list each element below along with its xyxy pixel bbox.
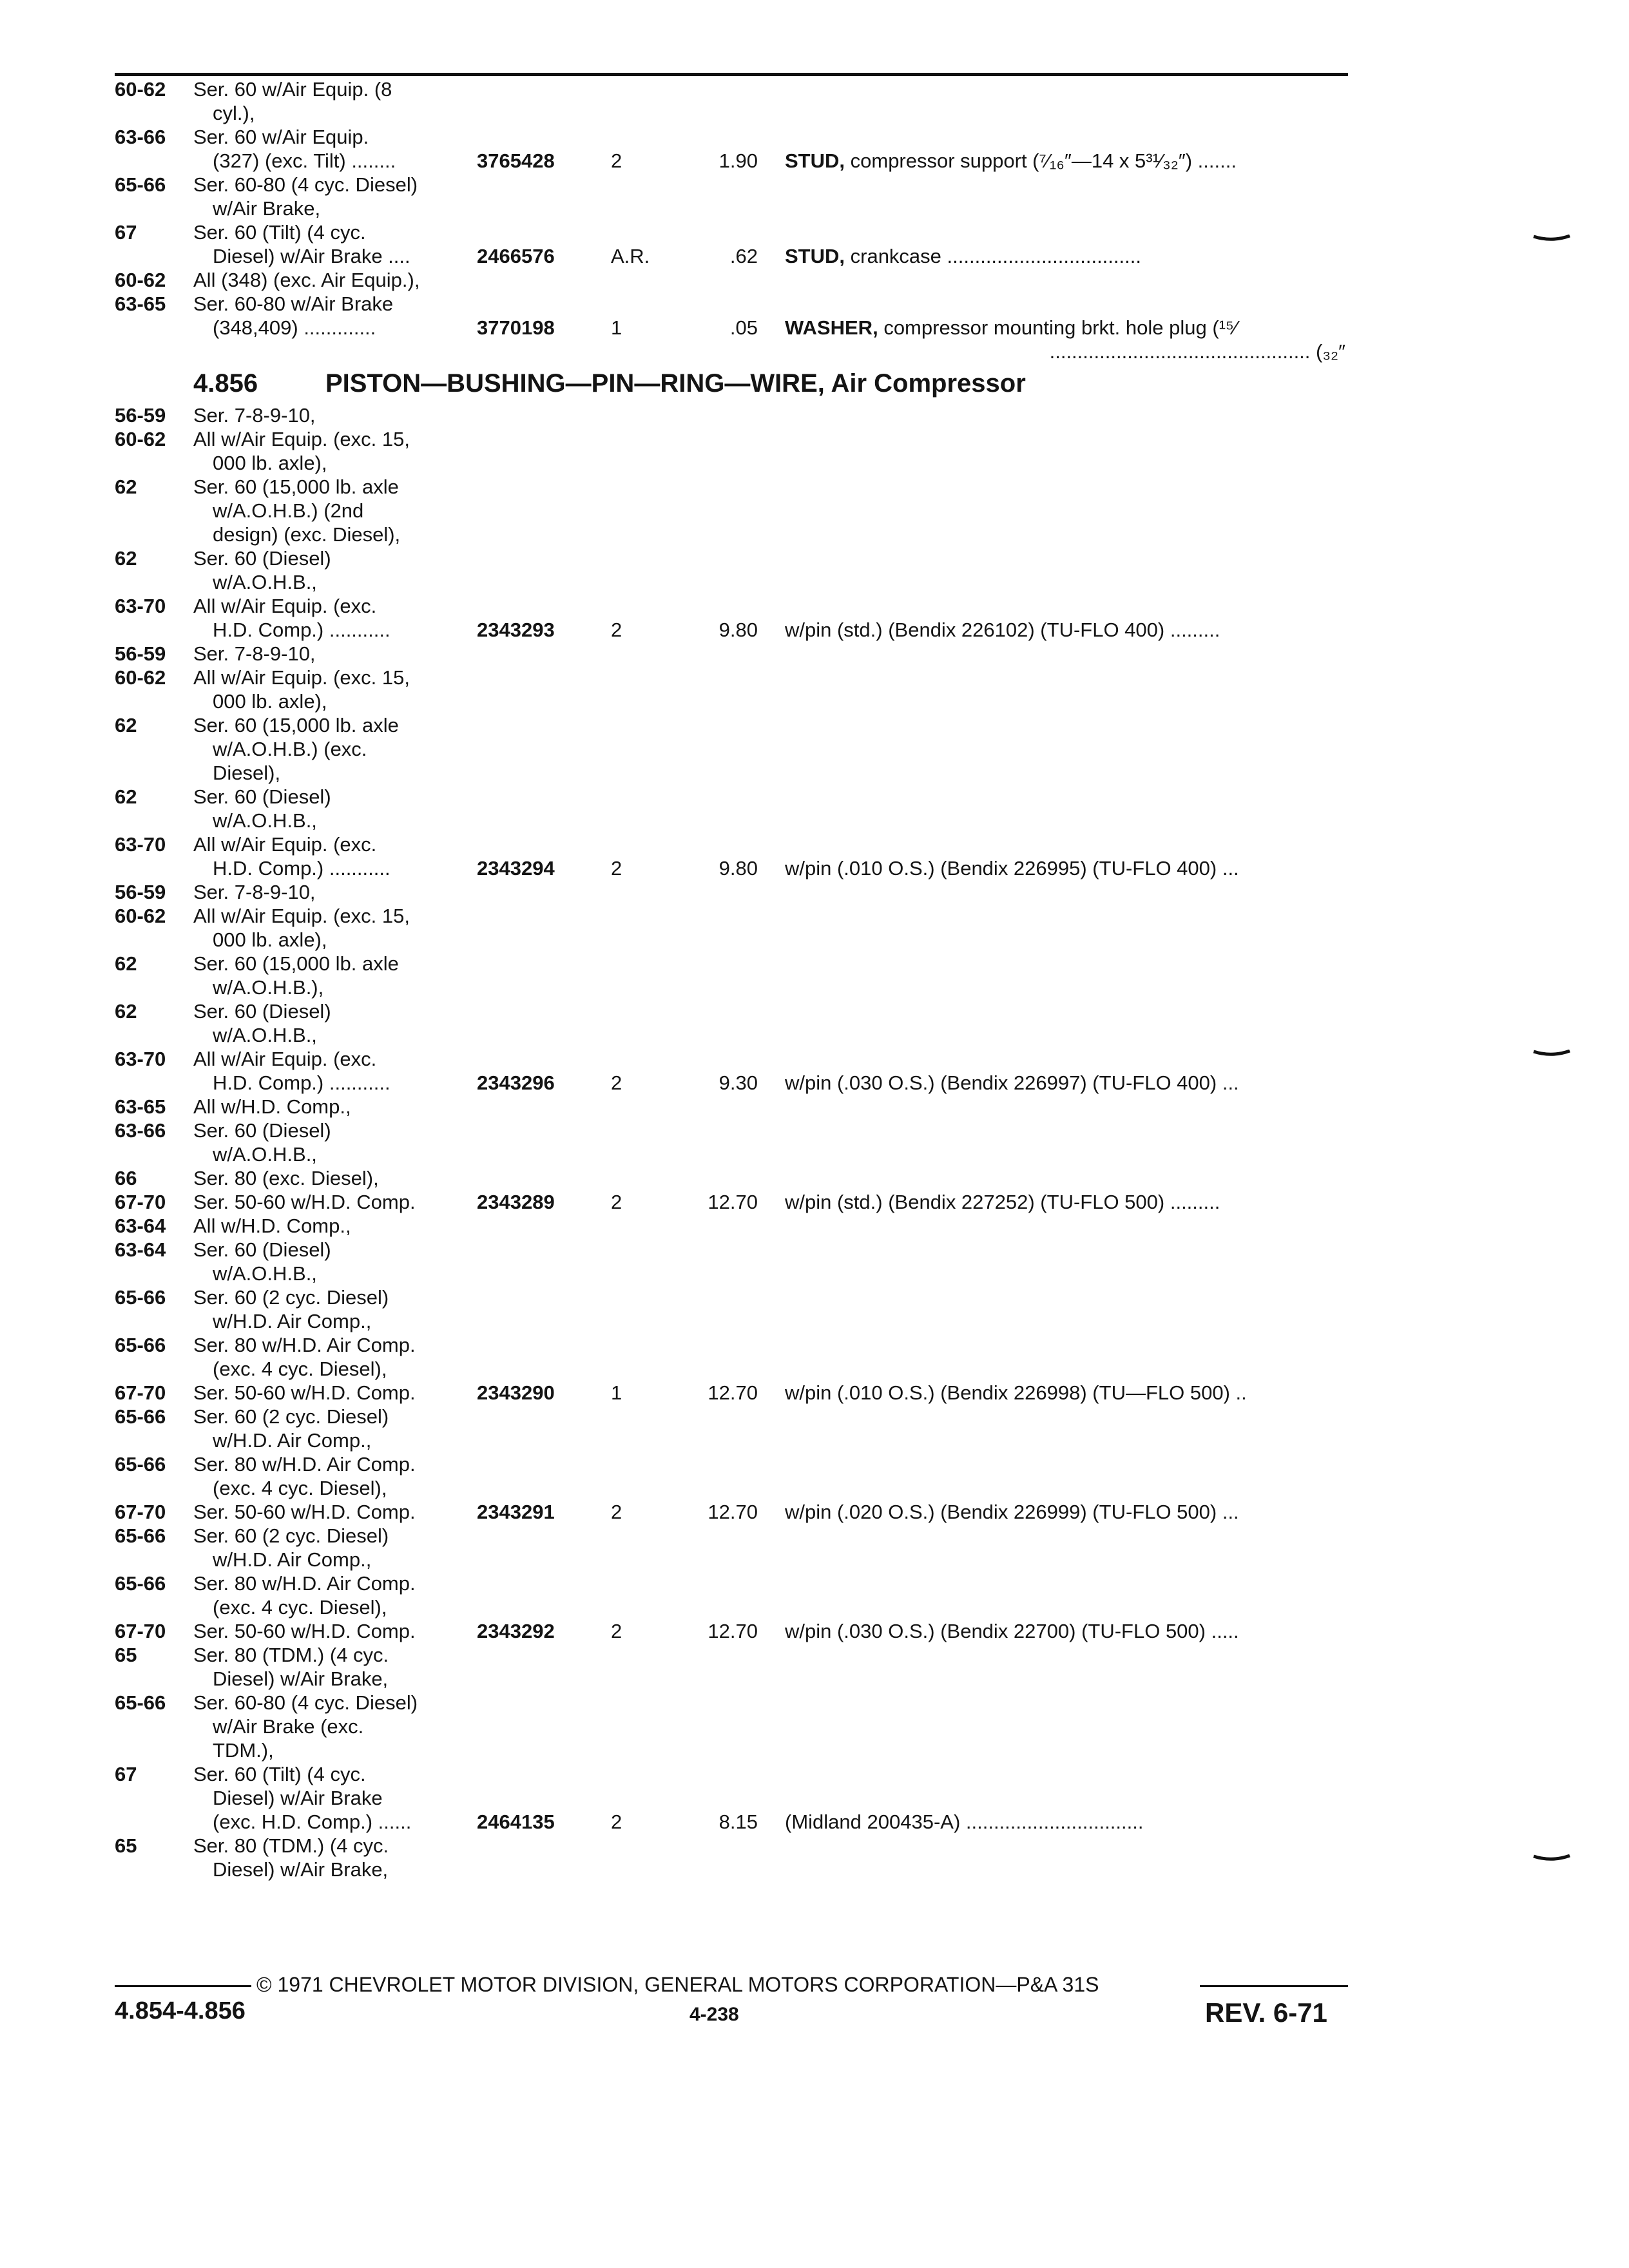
model-years: 67-70 <box>115 1191 166 1213</box>
price: 12.70 <box>708 1620 758 1642</box>
application-text: w/A.O.H.B.) (exc. <box>213 738 367 760</box>
model-years: 63-70 <box>115 1048 166 1070</box>
application-text: w/Air Brake, <box>213 197 321 220</box>
footer-rule-right <box>1200 1985 1348 1987</box>
catalog-line <box>0 570 1629 594</box>
application-text: Ser. 60 (Tilt) (4 cyc. <box>193 221 366 244</box>
model-years: 65-66 <box>115 1405 166 1428</box>
application-text: Ser. 7-8-9-10, <box>193 642 316 665</box>
catalog-line <box>0 1405 1629 1428</box>
part-number: 2343296 <box>477 1072 555 1094</box>
catalog-line <box>0 340 1629 363</box>
catalog-line <box>0 1738 1629 1762</box>
model-years: 63-65 <box>115 293 166 315</box>
catalog-line <box>0 832 1629 856</box>
margin-punch-mark <box>1532 235 1571 241</box>
part-number: 2343291 <box>477 1501 555 1523</box>
model-years: 65-66 <box>115 1286 166 1309</box>
application-text: All w/H.D. Comp., <box>193 1215 351 1237</box>
model-years: 67 <box>115 221 137 244</box>
catalog-line <box>0 197 1629 220</box>
part-description <box>785 1190 1220 1214</box>
description-text: (Midland 200435-A) ................................ <box>785 1811 1144 1833</box>
catalog-line <box>0 1047 1629 1071</box>
catalog-entry-line <box>0 1381 1629 1405</box>
catalog-line <box>0 77 1629 101</box>
application-text: Diesel), <box>213 762 281 784</box>
catalog-line <box>0 1452 1629 1476</box>
application-text: w/A.O.H.B.), <box>213 976 324 999</box>
application-text: Ser. 80 w/H.D. Air Comp. <box>193 1453 416 1475</box>
price: 12.70 <box>708 1501 758 1523</box>
margin-punch-mark <box>1532 1050 1571 1056</box>
application-text: All w/Air Equip. (exc. 15, <box>193 905 410 927</box>
catalog-line <box>0 125 1629 149</box>
application-text: (348,409) ............. <box>213 316 376 339</box>
catalog-line <box>0 475 1629 499</box>
model-years: 65-66 <box>115 1691 166 1714</box>
application-text: (327) (exc. Tilt) ........ <box>213 149 396 172</box>
application-text: Ser. 7-8-9-10, <box>193 404 316 427</box>
application-text: Ser. 80 (exc. Diesel), <box>193 1167 379 1189</box>
catalog-entry-line <box>0 1619 1629 1643</box>
part-number: 2343289 <box>477 1191 555 1213</box>
section-number: 4.856 <box>193 369 258 398</box>
application-text: Diesel) w/Air Brake, <box>213 1667 389 1690</box>
catalog-line <box>0 1476 1629 1500</box>
quantity: 2 <box>611 1501 622 1523</box>
quantity: 1 <box>611 1381 622 1404</box>
application-text: Ser. 60 (15,000 lb. axle <box>193 714 399 736</box>
application-text: Ser. 7-8-9-10, <box>193 881 316 903</box>
part-description <box>785 856 1239 880</box>
model-years: 60-62 <box>115 269 166 291</box>
application-text: Ser. 60 (Diesel) <box>193 1119 331 1142</box>
catalog-line <box>0 1095 1629 1119</box>
catalog-line <box>0 737 1629 761</box>
model-years: 67-70 <box>115 1381 166 1404</box>
part-description <box>785 1619 1239 1643</box>
description-text: crankcase ................................... <box>850 245 1141 267</box>
application-text: Diesel) w/Air Brake, <box>213 1858 389 1881</box>
application-text: H.D. Comp.) ........... <box>213 619 390 641</box>
application-text: Ser. 60 (Tilt) (4 cyc. <box>193 1763 366 1785</box>
catalog-line <box>0 173 1629 197</box>
application-text: Ser. 80 w/H.D. Air Comp. <box>193 1334 416 1356</box>
application-text: Ser. 60-80 (4 cyc. Diesel) <box>193 173 418 196</box>
quantity: 2 <box>611 1811 622 1833</box>
application-text: 000 lb. axle), <box>213 928 327 951</box>
part-name: STUD, <box>785 149 845 172</box>
parts-catalog-listing <box>0 77 1629 1881</box>
application-text: Ser. 60 (Diesel) <box>193 547 331 570</box>
application-text: w/H.D. Air Comp., <box>213 1310 372 1332</box>
price: 1.90 <box>718 149 758 172</box>
model-years: 67-70 <box>115 1620 166 1642</box>
part-number: 2343294 <box>477 857 555 879</box>
quantity: 1 <box>611 316 622 339</box>
catalog-line <box>0 594 1629 618</box>
model-years: 65-66 <box>115 1453 166 1475</box>
model-years: 65 <box>115 1834 137 1857</box>
application-text: (exc. 4 cyc. Diesel), <box>213 1596 387 1619</box>
quantity: 2 <box>611 1072 622 1094</box>
catalog-line <box>0 101 1629 125</box>
catalog-line <box>0 689 1629 713</box>
application-text: cyl.), <box>213 102 255 124</box>
quantity: 2 <box>611 1191 622 1213</box>
application-text: Ser. 60 (Diesel) <box>193 1000 331 1023</box>
model-years: 62 <box>115 714 137 736</box>
application-text: All (348) (exc. Air Equip.), <box>193 269 420 291</box>
model-years: 67 <box>115 1763 137 1785</box>
application-text: All w/Air Equip. (exc. <box>193 595 377 617</box>
model-years: 63-64 <box>115 1238 166 1261</box>
catalog-entry-line <box>0 618 1629 642</box>
part-description <box>785 149 1237 173</box>
application-text: Diesel) w/Air Brake <box>213 1787 383 1809</box>
catalog-line <box>0 1023 1629 1047</box>
catalog-line <box>0 785 1629 809</box>
part-number: 2466576 <box>477 245 555 267</box>
application-text: Ser. 60 (2 cyc. Diesel) <box>193 1405 389 1428</box>
price: 9.80 <box>718 857 758 879</box>
catalog-line <box>0 1524 1629 1548</box>
application-text: Ser. 60 w/Air Equip. <box>193 126 369 148</box>
catalog-line <box>0 1571 1629 1595</box>
catalog-line <box>0 1858 1629 1881</box>
catalog-line <box>0 1214 1629 1238</box>
part-description <box>785 618 1220 642</box>
model-years: 56-59 <box>115 881 166 903</box>
quantity: 2 <box>611 1620 622 1642</box>
model-years: 63-66 <box>115 1119 166 1142</box>
catalog-entry-line <box>0 1190 1629 1214</box>
price: 12.70 <box>708 1191 758 1213</box>
catalog-line <box>0 928 1629 952</box>
model-years: 56-59 <box>115 404 166 427</box>
description-text: compressor support (⁷⁄₁₆″—14 x 5³¹⁄₃₂″) ....... <box>850 149 1237 172</box>
application-text: Ser. 60-80 w/Air Brake <box>193 293 394 315</box>
catalog-line <box>0 546 1629 570</box>
model-years: 60-62 <box>115 78 166 101</box>
catalog-line <box>0 1762 1629 1786</box>
price: .05 <box>729 316 758 339</box>
application-text: w/A.O.H.B., <box>213 1024 317 1046</box>
application-text: (exc. 4 cyc. Diesel), <box>213 1358 387 1380</box>
application-text: Diesel) w/Air Brake .... <box>213 245 410 267</box>
catalog-line <box>0 1262 1629 1285</box>
application-text: All w/Air Equip. (exc. <box>193 833 377 856</box>
catalog-line <box>0 952 1629 975</box>
application-text: H.D. Comp.) ........... <box>213 1072 390 1094</box>
catalog-entry-line <box>0 856 1629 880</box>
catalog-line <box>0 1238 1629 1262</box>
price: 8.15 <box>718 1811 758 1833</box>
model-years: 67-70 <box>115 1501 166 1523</box>
application-text: w/Air Brake (exc. <box>213 1715 364 1738</box>
part-description <box>785 1071 1239 1095</box>
part-name: WASHER, <box>785 316 878 339</box>
model-years: 62 <box>115 785 137 808</box>
part-number: 3765428 <box>477 149 555 172</box>
model-years: 65-66 <box>115 1572 166 1595</box>
footer-section-range: 4.854-4.856 <box>115 1997 246 2024</box>
application-text: Ser. 60 (Diesel) <box>193 785 331 808</box>
application-text: Ser. 60 (2 cyc. Diesel) <box>193 1524 389 1547</box>
application-text: w/A.O.H.B., <box>213 809 317 832</box>
description-continuation <box>830 340 1345 363</box>
catalog-line <box>0 975 1629 999</box>
continuation-text: ₃₂″) ............................................... <box>1049 340 1345 363</box>
catalog-line <box>0 999 1629 1023</box>
catalog-line <box>0 1333 1629 1357</box>
footer-rule-left <box>115 1985 251 1987</box>
model-years: 63-65 <box>115 1095 166 1118</box>
description-text: w/pin (.030 O.S.) (Bendix 22700) (TU-FLO 500) ..... <box>785 1620 1239 1642</box>
catalog-line <box>0 666 1629 689</box>
catalog-line <box>0 642 1629 666</box>
part-description <box>785 1381 1247 1405</box>
catalog-entry-line <box>0 1810 1629 1834</box>
application-text: Ser. 50-60 w/H.D. Comp. <box>193 1501 416 1523</box>
part-description <box>785 1500 1239 1524</box>
catalog-line <box>0 809 1629 832</box>
quantity: 2 <box>611 149 622 172</box>
application-text: w/A.O.H.B., <box>213 1143 317 1166</box>
catalog-line <box>0 1357 1629 1381</box>
model-years: 63-70 <box>115 595 166 617</box>
model-years: 62 <box>115 547 137 570</box>
catalog-entry-line <box>0 316 1629 340</box>
part-number: 3770198 <box>477 316 555 339</box>
top-rule <box>115 73 1348 76</box>
model-years: 62 <box>115 476 137 498</box>
catalog-line <box>0 1428 1629 1452</box>
application-text: Ser. 50-60 w/H.D. Comp. <box>193 1381 416 1404</box>
catalog-line <box>0 1285 1629 1309</box>
model-years: 65-66 <box>115 1334 166 1356</box>
catalog-line <box>0 713 1629 737</box>
application-text: Ser. 60 (15,000 lb. axle <box>193 476 399 498</box>
catalog-entry-line <box>0 1500 1629 1524</box>
part-description <box>785 1810 1144 1834</box>
catalog-line <box>0 220 1629 244</box>
part-name: STUD, <box>785 245 845 267</box>
application-text: All w/H.D. Comp., <box>193 1095 351 1118</box>
application-text: Ser. 80 w/H.D. Air Comp. <box>193 1572 416 1595</box>
application-text: 000 lb. axle), <box>213 452 327 474</box>
catalog-line <box>0 1309 1629 1333</box>
application-text: w/H.D. Air Comp., <box>213 1429 372 1452</box>
model-years: 62 <box>115 952 137 975</box>
application-text: Ser. 80 (TDM.) (4 cyc. <box>193 1834 389 1857</box>
description-text: w/pin (std.) (Bendix 227252) (TU-FLO 500) ......... <box>785 1191 1220 1213</box>
application-text: 000 lb. axle), <box>213 690 327 713</box>
application-text: Ser. 60 (2 cyc. Diesel) <box>193 1286 389 1309</box>
model-years: 60-62 <box>115 666 166 689</box>
catalog-line <box>0 1715 1629 1738</box>
catalog-line <box>0 1643 1629 1667</box>
application-text: design) (exc. Diesel), <box>213 523 401 546</box>
catalog-line <box>0 268 1629 292</box>
application-text: Ser. 80 (TDM.) (4 cyc. <box>193 1644 389 1666</box>
description-text: w/pin (.030 O.S.) (Bendix 226997) (TU-FLO 400) ... <box>785 1072 1239 1094</box>
application-text: All w/Air Equip. (exc. <box>193 1048 377 1070</box>
catalog-line <box>0 1595 1629 1619</box>
part-description <box>785 316 1237 340</box>
catalog-line <box>0 1166 1629 1190</box>
application-text: Ser. 50-60 w/H.D. Comp. <box>193 1620 416 1642</box>
catalog-line <box>0 880 1629 904</box>
application-text: Ser. 60 (15,000 lb. axle <box>193 952 399 975</box>
model-years: 65 <box>115 1644 137 1666</box>
catalog-line <box>0 1119 1629 1142</box>
description-text: compressor mounting brkt. hole plug (¹⁵⁄ <box>883 316 1238 339</box>
catalog-line <box>0 1786 1629 1810</box>
application-text: Ser. 50-60 w/H.D. Comp. <box>193 1191 416 1213</box>
description-text: w/pin (.010 O.S.) (Bendix 226995) (TU-FLO 400) ... <box>785 857 1239 879</box>
price: .62 <box>729 245 758 267</box>
model-years: 62 <box>115 1000 137 1023</box>
model-years: 60-62 <box>115 905 166 927</box>
catalog-line <box>0 427 1629 451</box>
part-number: 2343292 <box>477 1620 555 1642</box>
model-years: 65-66 <box>115 1524 166 1547</box>
application-text: w/A.O.H.B., <box>213 1262 317 1285</box>
catalog-line <box>0 904 1629 928</box>
price: 9.80 <box>718 619 758 641</box>
description-text: w/pin (std.) (Bendix 226102) (TU-FLO 400) ......... <box>785 619 1220 641</box>
section-heading <box>0 363 1629 403</box>
model-years: 65-66 <box>115 173 166 196</box>
model-years: 63-70 <box>115 833 166 856</box>
section-title: PISTON—BUSHING—PIN—RING—WIRE, Air Compressor <box>325 369 1026 398</box>
application-text: w/A.O.H.B.) (2nd <box>213 499 364 522</box>
catalog-entry-line <box>0 1071 1629 1095</box>
application-text: w/H.D. Air Comp., <box>213 1548 372 1571</box>
catalog-line <box>0 451 1629 475</box>
catalog-line <box>0 1142 1629 1166</box>
footer-copyright: © 1971 CHEVROLET MOTOR DIVISION, GENERAL MOTORS CORPORATION—P&A 31S <box>256 1973 1099 1996</box>
application-text: All w/Air Equip. (exc. 15, <box>193 666 410 689</box>
quantity: 2 <box>611 619 622 641</box>
margin-punch-mark <box>1532 1854 1571 1861</box>
part-description <box>785 244 1141 268</box>
catalog-line <box>0 292 1629 316</box>
part-number: 2343293 <box>477 619 555 641</box>
price: 12.70 <box>708 1381 758 1404</box>
model-years: 56-59 <box>115 642 166 665</box>
application-text: H.D. Comp.) ........... <box>213 857 390 879</box>
footer-page-number: 4-238 <box>689 2004 739 2025</box>
application-text: Ser. 60-80 (4 cyc. Diesel) <box>193 1691 418 1714</box>
application-text: Ser. 60 (Diesel) <box>193 1238 331 1261</box>
catalog-line <box>0 523 1629 546</box>
model-years: 60-62 <box>115 428 166 450</box>
application-text: (exc. H.D. Comp.) ...... <box>213 1811 412 1833</box>
catalog-line <box>0 761 1629 785</box>
catalog-entry-line <box>0 149 1629 173</box>
model-years: 63-64 <box>115 1215 166 1237</box>
catalog-line <box>0 499 1629 523</box>
part-number: 2343290 <box>477 1381 555 1404</box>
application-text: TDM.), <box>213 1739 274 1762</box>
catalog-line <box>0 1667 1629 1691</box>
quantity: 2 <box>611 857 622 879</box>
catalog-line <box>0 1548 1629 1571</box>
description-text: w/pin (.010 O.S.) (Bendix 226998) (TU—FLO 500) .. <box>785 1381 1247 1404</box>
application-text: All w/Air Equip. (exc. 15, <box>193 428 410 450</box>
part-number: 2464135 <box>477 1811 555 1833</box>
description-text: w/pin (.020 O.S.) (Bendix 226999) (TU-FLO 500) ... <box>785 1501 1239 1523</box>
application-text: Ser. 60 w/Air Equip. (8 <box>193 78 392 101</box>
catalog-line <box>0 1691 1629 1715</box>
model-years: 63-66 <box>115 126 166 148</box>
model-years: 66 <box>115 1167 137 1189</box>
application-text: (exc. 4 cyc. Diesel), <box>213 1477 387 1499</box>
catalog-line <box>0 1834 1629 1858</box>
application-text: w/A.O.H.B., <box>213 571 317 593</box>
footer-revision: REV. 6-71 <box>1205 1997 1327 2028</box>
quantity: A.R. <box>611 245 650 267</box>
price: 9.30 <box>718 1072 758 1094</box>
catalog-entry-line <box>0 244 1629 268</box>
catalog-line <box>0 403 1629 427</box>
